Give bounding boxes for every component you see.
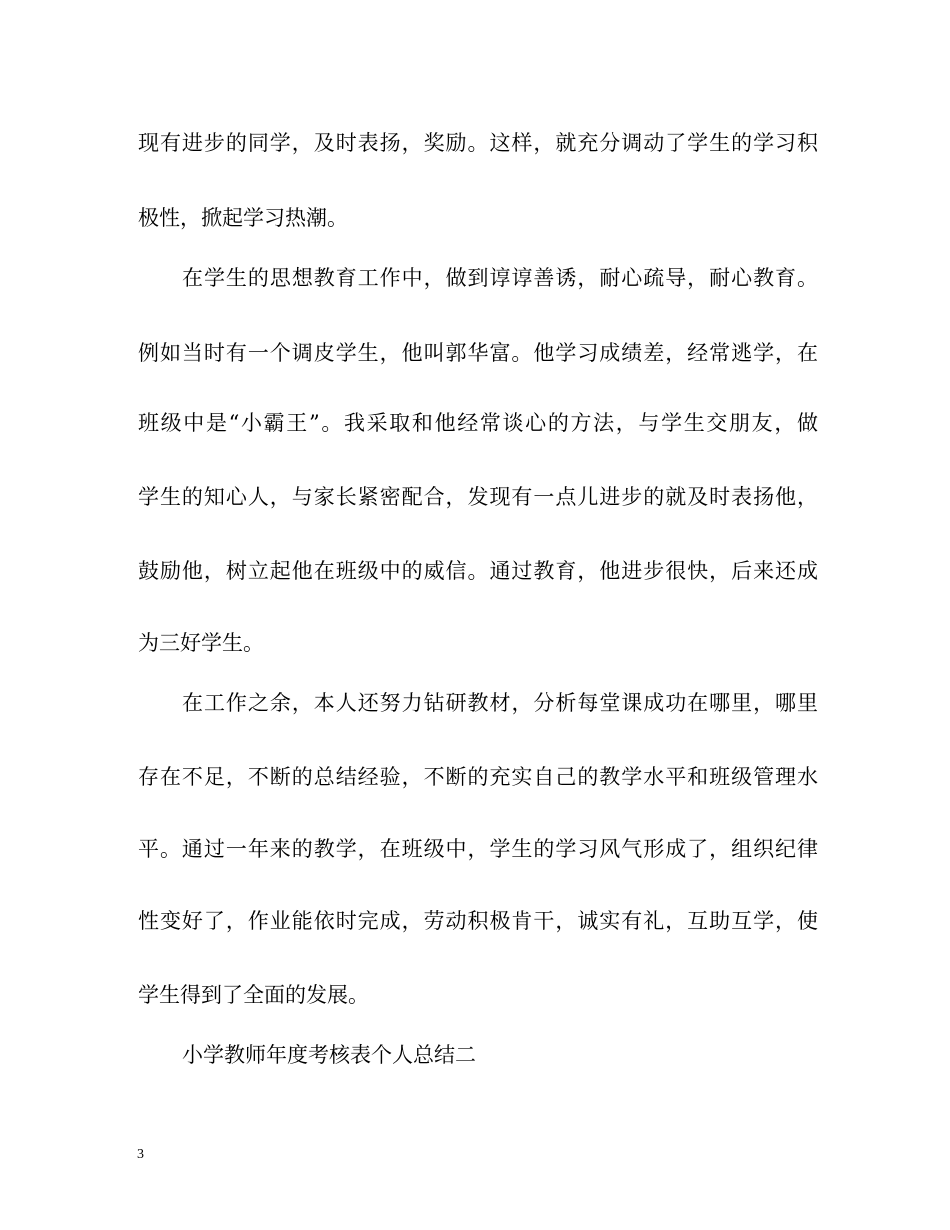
paragraph-line: 存在不足，不断的总结经验，不断的充实自己的教学水平和班级管理水 <box>138 765 818 789</box>
page-number: 3 <box>137 1147 144 1162</box>
paragraph-line: 学生得到了全面的发展。 <box>138 983 369 1007</box>
paragraph-line: 在工作之余，本人还努力钻研教材，分析每堂课成功在哪里，哪里 <box>182 691 818 715</box>
paragraph-line: 为三好学生。 <box>138 631 264 655</box>
paragraph-line: 现有进步的同学，及时表扬，奖励。这样，就充分调动了学生的学习积 <box>138 131 818 155</box>
paragraph-line: 鼓励他，树立起他在班级中的威信。通过教育，他进步很快，后来还成 <box>138 559 818 583</box>
paragraph-line: 极性，掀起学习热潮。 <box>138 206 348 230</box>
section-heading: 小学教师年度考核表个人总结二 <box>182 1043 476 1067</box>
paragraph-line: 平。通过一年来的教学，在班级中，学生的学习风气形成了，组织纪律 <box>138 837 818 861</box>
paragraph-line: 在学生的思想教育工作中，做到谆谆善诱，耐心疏导，耐心教育。 <box>182 266 818 290</box>
paragraph-line: 例如当时有一个调皮学生，他叫郭华富。他学习成绩差，经常逃学，在 <box>138 341 818 365</box>
paragraph-line: 班级中是“小霸王”。我采取和他经常谈心的方法，与学生交朋友，做 <box>138 411 818 435</box>
paragraph-line: 性变好了，作业能依时完成，劳动积极肯干，诚实有礼，互助互学，使 <box>138 909 818 933</box>
paragraph-line: 学生的知心人，与家长紧密配合，发现有一点儿进步的就及时表扬他， <box>138 485 818 509</box>
